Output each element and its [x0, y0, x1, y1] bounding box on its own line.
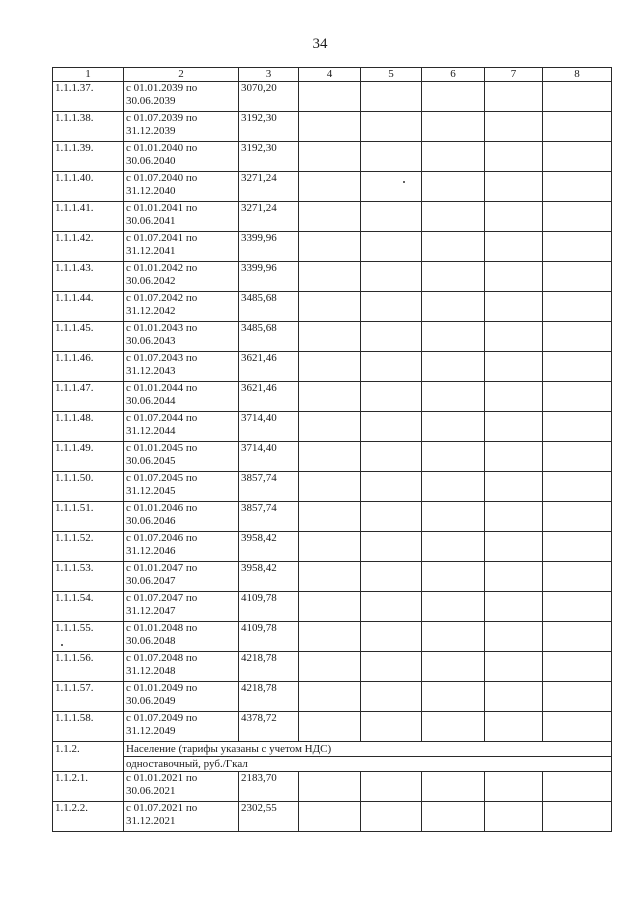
- empty-cell: [361, 772, 422, 802]
- empty-cell: [361, 382, 422, 412]
- empty-cell: [422, 592, 485, 622]
- row-number: 1.1.1.45.: [53, 322, 124, 352]
- period-to: 31.12.2039: [126, 124, 176, 137]
- table-row: [53, 292, 612, 322]
- row-number: 1.1.2.2.: [53, 802, 124, 832]
- empty-cell: [485, 502, 543, 532]
- empty-cell: [361, 532, 422, 562]
- empty-cell: [299, 532, 361, 562]
- empty-cell: [422, 502, 485, 532]
- empty-cell: [422, 472, 485, 502]
- empty-cell: [543, 232, 612, 262]
- empty-cell: [543, 382, 612, 412]
- empty-cell: [422, 532, 485, 562]
- empty-cell: [485, 112, 543, 142]
- tariff-value: 4218,78: [239, 652, 299, 682]
- empty-cell: [485, 262, 543, 292]
- row-number: 1.1.1.57.: [53, 682, 124, 712]
- empty-cell: [485, 412, 543, 442]
- empty-cell: [543, 562, 612, 592]
- empty-cell: [543, 112, 612, 142]
- period-to: 31.12.2045: [126, 484, 176, 497]
- empty-cell: [299, 292, 361, 322]
- empty-cell: [299, 772, 361, 802]
- empty-cell: [543, 802, 612, 832]
- period-cell: [124, 262, 239, 292]
- row-number: 1.1.1.41.: [53, 202, 124, 232]
- empty-cell: [485, 352, 543, 382]
- empty-cell: [543, 292, 612, 322]
- section-row: [53, 757, 612, 772]
- empty-cell: [422, 322, 485, 352]
- empty-cell: [422, 232, 485, 262]
- table-row: [53, 142, 612, 172]
- row-number: 1.1.1.43.: [53, 262, 124, 292]
- column-header: 7: [485, 68, 543, 82]
- period-cell: [124, 622, 239, 652]
- empty-cell: [299, 412, 361, 442]
- row-number: 1.1.1.58.: [53, 712, 124, 742]
- empty-cell: [361, 142, 422, 172]
- empty-cell: [361, 682, 422, 712]
- period-to: 31.12.2043: [126, 364, 176, 377]
- empty-cell: [299, 622, 361, 652]
- row-number: 1.1.1.47.: [53, 382, 124, 412]
- empty-cell: [299, 142, 361, 172]
- table-row: [53, 382, 612, 412]
- empty-cell: [485, 142, 543, 172]
- period-from: с 01.01.2049 по: [126, 682, 198, 694]
- empty-cell: [361, 172, 422, 202]
- column-header: 2: [124, 68, 239, 82]
- empty-cell: [485, 562, 543, 592]
- empty-cell: [299, 382, 361, 412]
- empty-cell: [422, 352, 485, 382]
- empty-cell: [543, 82, 612, 112]
- empty-cell: [361, 562, 422, 592]
- page-number: 34: [312, 36, 328, 52]
- row-number: 1.1.1.44.: [53, 292, 124, 322]
- table-row: [53, 532, 612, 562]
- tariff-value: 3271,24: [239, 172, 299, 202]
- section-number: 1.1.2.: [53, 742, 124, 772]
- tariff-value: 3958,42: [239, 562, 299, 592]
- empty-cell: [543, 202, 612, 232]
- empty-cell: [422, 112, 485, 142]
- period-cell: [124, 592, 239, 622]
- column-header: 3: [239, 68, 299, 82]
- empty-cell: [543, 142, 612, 172]
- period-to: 30.06.2040: [126, 154, 176, 167]
- row-number: 1.1.1.37.: [53, 82, 124, 112]
- period-cell: [124, 352, 239, 382]
- row-number: 1.1.1.53.: [53, 562, 124, 592]
- empty-cell: [299, 712, 361, 742]
- tariff-value: 3621,46: [239, 382, 299, 412]
- period-from: с 01.07.2042 по: [126, 292, 198, 304]
- empty-cell: [543, 652, 612, 682]
- row-number: 1.1.1.40.: [53, 172, 124, 202]
- period-from: с 01.01.2041 по: [126, 202, 198, 214]
- empty-cell: [543, 622, 612, 652]
- section-subtitle: одноставочный, руб./Гкал: [124, 757, 612, 772]
- period-to: 30.06.2039: [126, 94, 176, 107]
- tariff-value: 2302,55: [239, 802, 299, 832]
- row-number: 1.1.1.39.: [53, 142, 124, 172]
- period-to: 30.06.2049: [126, 694, 176, 707]
- table-row: [53, 202, 612, 232]
- empty-cell: [361, 712, 422, 742]
- empty-cell: [485, 682, 543, 712]
- empty-cell: [543, 352, 612, 382]
- empty-cell: [543, 592, 612, 622]
- table-row: [53, 712, 612, 742]
- empty-cell: [299, 652, 361, 682]
- period-from: с 01.01.2043 по: [126, 322, 198, 334]
- column-header: 5: [361, 68, 422, 82]
- empty-cell: [422, 712, 485, 742]
- period-from: с 01.07.2048 по: [126, 652, 198, 664]
- section-title: Население (тарифы указаны с учетом НДС): [124, 742, 612, 757]
- empty-cell: [361, 802, 422, 832]
- period-from: с 01.07.2021 по: [126, 802, 198, 814]
- tariff-value: 3192,30: [239, 142, 299, 172]
- period-cell: [124, 412, 239, 442]
- empty-cell: [361, 322, 422, 352]
- table-row: [53, 682, 612, 712]
- period-cell: [124, 442, 239, 472]
- tariff-value: 3857,74: [239, 502, 299, 532]
- empty-cell: [485, 712, 543, 742]
- empty-cell: [422, 412, 485, 442]
- table-row: [53, 322, 612, 352]
- row-number: 1.1.1.48.: [53, 412, 124, 442]
- empty-cell: [485, 292, 543, 322]
- row-number: 1.1.1.50.: [53, 472, 124, 502]
- empty-cell: [422, 772, 485, 802]
- period-from: с 01.07.2043 по: [126, 352, 198, 364]
- period-cell: [124, 142, 239, 172]
- period-cell: [124, 772, 239, 802]
- empty-cell: [485, 472, 543, 502]
- row-number: 1.1.1.46.: [53, 352, 124, 382]
- table-row: [53, 82, 612, 112]
- empty-cell: [299, 82, 361, 112]
- period-cell: [124, 382, 239, 412]
- empty-cell: [299, 202, 361, 232]
- period-cell: [124, 82, 239, 112]
- period-to: 31.12.2041: [126, 244, 176, 257]
- period-cell: [124, 562, 239, 592]
- empty-cell: [543, 712, 612, 742]
- empty-cell: [543, 772, 612, 802]
- row-number: 1.1.1.56.: [53, 652, 124, 682]
- empty-cell: [361, 352, 422, 382]
- table-row: [53, 412, 612, 442]
- period-cell: [124, 532, 239, 562]
- period-to: 30.06.2044: [126, 394, 176, 407]
- period-from: с 01.01.2046 по: [126, 502, 198, 514]
- period-from: с 01.01.2048 по: [126, 622, 198, 634]
- table-row: [53, 562, 612, 592]
- empty-cell: [299, 262, 361, 292]
- empty-cell: [485, 322, 543, 352]
- column-header: 1: [53, 68, 124, 82]
- tariff-value: 3857,74: [239, 472, 299, 502]
- empty-cell: [361, 502, 422, 532]
- period-cell: [124, 112, 239, 142]
- empty-cell: [543, 262, 612, 292]
- period-from: с 01.01.2039 по: [126, 82, 198, 94]
- table-row: [53, 442, 612, 472]
- period-cell: [124, 202, 239, 232]
- empty-cell: [422, 622, 485, 652]
- tariff-value: 3485,68: [239, 322, 299, 352]
- empty-cell: [485, 172, 543, 202]
- period-to: 31.12.2042: [126, 304, 176, 317]
- empty-cell: [299, 442, 361, 472]
- empty-cell: [543, 412, 612, 442]
- tariff-value: 3192,30: [239, 112, 299, 142]
- period-to: 30.06.2047: [126, 574, 176, 587]
- period-cell: [124, 802, 239, 832]
- period-cell: [124, 172, 239, 202]
- empty-cell: [299, 172, 361, 202]
- empty-cell: [361, 652, 422, 682]
- table-row: [53, 772, 612, 802]
- empty-cell: [361, 472, 422, 502]
- empty-cell: [485, 232, 543, 262]
- tariff-value: 4218,78: [239, 682, 299, 712]
- empty-cell: [543, 472, 612, 502]
- period-from: с 01.01.2045 по: [126, 442, 198, 454]
- empty-cell: [299, 472, 361, 502]
- tariff-value: 3271,24: [239, 202, 299, 232]
- table-row: [53, 802, 612, 832]
- tariff-value: 3714,40: [239, 412, 299, 442]
- period-cell: [124, 472, 239, 502]
- period-to: 30.06.2021: [126, 784, 176, 797]
- table-row: [53, 262, 612, 292]
- row-number: 1.1.1.52.: [53, 532, 124, 562]
- empty-cell: [485, 622, 543, 652]
- period-cell: [124, 292, 239, 322]
- period-from: с 01.01.2042 по: [126, 262, 198, 274]
- empty-cell: [422, 142, 485, 172]
- empty-cell: [422, 172, 485, 202]
- period-from: с 01.07.2039 по: [126, 112, 198, 124]
- empty-cell: [543, 172, 612, 202]
- period-to: 31.12.2040: [126, 184, 176, 197]
- empty-cell: [485, 772, 543, 802]
- tariff-value: 3399,96: [239, 262, 299, 292]
- period-cell: [124, 502, 239, 532]
- period-to: 30.06.2048: [126, 634, 176, 647]
- period-cell: [124, 322, 239, 352]
- period-cell: [124, 682, 239, 712]
- period-cell: [124, 232, 239, 262]
- table-row: [53, 502, 612, 532]
- tariff-value: 3070,20: [239, 82, 299, 112]
- table-row: [53, 472, 612, 502]
- table-row: [53, 352, 612, 382]
- empty-cell: [422, 262, 485, 292]
- section-row: [53, 742, 612, 757]
- table-row: [53, 652, 612, 682]
- table-row: [53, 622, 612, 652]
- empty-cell: [299, 352, 361, 382]
- empty-cell: [485, 592, 543, 622]
- tariff-value: 3485,68: [239, 292, 299, 322]
- empty-cell: [422, 82, 485, 112]
- empty-cell: [422, 382, 485, 412]
- column-header: 6: [422, 68, 485, 82]
- period-from: с 01.07.2045 по: [126, 472, 198, 484]
- period-to: 31.12.2048: [126, 664, 176, 677]
- empty-cell: [299, 562, 361, 592]
- period-to: 31.12.2021: [126, 814, 176, 827]
- empty-cell: [485, 652, 543, 682]
- tariff-value: 4109,78: [239, 622, 299, 652]
- period-from: с 01.07.2041 по: [126, 232, 198, 244]
- column-header: 8: [543, 68, 612, 82]
- period-to: 31.12.2044: [126, 424, 176, 437]
- period-from: с 01.07.2044 по: [126, 412, 198, 424]
- tariff-value: 3958,42: [239, 532, 299, 562]
- empty-cell: [422, 562, 485, 592]
- tariff-value: 2183,70: [239, 772, 299, 802]
- empty-cell: [361, 412, 422, 442]
- empty-cell: [543, 322, 612, 352]
- empty-cell: [422, 652, 485, 682]
- empty-cell: [361, 82, 422, 112]
- tariff-value: 4109,78: [239, 592, 299, 622]
- table-header-row: [53, 68, 612, 82]
- empty-cell: [299, 232, 361, 262]
- row-number: 1.1.1.51.: [53, 502, 124, 532]
- empty-cell: [299, 502, 361, 532]
- empty-cell: [485, 532, 543, 562]
- period-to: 30.06.2043: [126, 334, 176, 347]
- period-to: 30.06.2042: [126, 274, 176, 287]
- empty-cell: [485, 802, 543, 832]
- period-from: с 01.07.2040 по: [126, 172, 198, 184]
- empty-cell: [361, 442, 422, 472]
- period-from: с 01.07.2046 по: [126, 532, 198, 544]
- empty-cell: [299, 802, 361, 832]
- empty-cell: [361, 112, 422, 142]
- table-row: [53, 112, 612, 142]
- row-number: 1.1.1.42.: [53, 232, 124, 262]
- row-number: 1.1.1.54.: [53, 592, 124, 622]
- row-number: 1.1.1.49.: [53, 442, 124, 472]
- period-to: 30.06.2046: [126, 514, 176, 527]
- empty-cell: [299, 592, 361, 622]
- period-from: с 01.07.2047 по: [126, 592, 198, 604]
- empty-cell: [543, 442, 612, 472]
- empty-cell: [485, 382, 543, 412]
- empty-cell: [422, 442, 485, 472]
- column-header: 4: [299, 68, 361, 82]
- period-from: с 01.01.2040 по: [126, 142, 198, 154]
- tariff-value: 3399,96: [239, 232, 299, 262]
- empty-cell: [422, 202, 485, 232]
- table-row: [53, 232, 612, 262]
- empty-cell: [543, 532, 612, 562]
- empty-cell: [361, 232, 422, 262]
- tariff-value: 3621,46: [239, 352, 299, 382]
- period-from: с 01.01.2047 по: [126, 562, 198, 574]
- empty-cell: [485, 82, 543, 112]
- empty-cell: [361, 202, 422, 232]
- period-cell: [124, 712, 239, 742]
- empty-cell: [485, 202, 543, 232]
- tariff-table: [52, 67, 612, 832]
- empty-cell: [485, 442, 543, 472]
- table-row: [53, 172, 612, 202]
- period-to: 31.12.2049: [126, 724, 176, 737]
- empty-cell: [299, 682, 361, 712]
- empty-cell: [361, 262, 422, 292]
- scan-speck: [403, 181, 405, 183]
- empty-cell: [361, 592, 422, 622]
- empty-cell: [543, 502, 612, 532]
- empty-cell: [422, 292, 485, 322]
- empty-cell: [361, 292, 422, 322]
- period-from: с 01.07.2049 по: [126, 712, 198, 724]
- row-number: 1.1.1.38.: [53, 112, 124, 142]
- empty-cell: [299, 322, 361, 352]
- tariff-value: 4378,72: [239, 712, 299, 742]
- empty-cell: [422, 682, 485, 712]
- row-number: 1.1.1.55.: [53, 622, 124, 652]
- empty-cell: [361, 622, 422, 652]
- scan-speck: [61, 644, 63, 646]
- period-from: с 01.01.2021 по: [126, 772, 198, 784]
- period-to: 30.06.2045: [126, 454, 176, 467]
- period-from: с 01.01.2044 по: [126, 382, 198, 394]
- period-to: 30.06.2041: [126, 214, 176, 227]
- empty-cell: [299, 112, 361, 142]
- period-cell: [124, 652, 239, 682]
- row-number: 1.1.2.1.: [53, 772, 124, 802]
- empty-cell: [543, 682, 612, 712]
- tariff-value: 3714,40: [239, 442, 299, 472]
- table-row: [53, 592, 612, 622]
- period-to: 31.12.2047: [126, 604, 176, 617]
- period-to: 31.12.2046: [126, 544, 176, 557]
- empty-cell: [422, 802, 485, 832]
